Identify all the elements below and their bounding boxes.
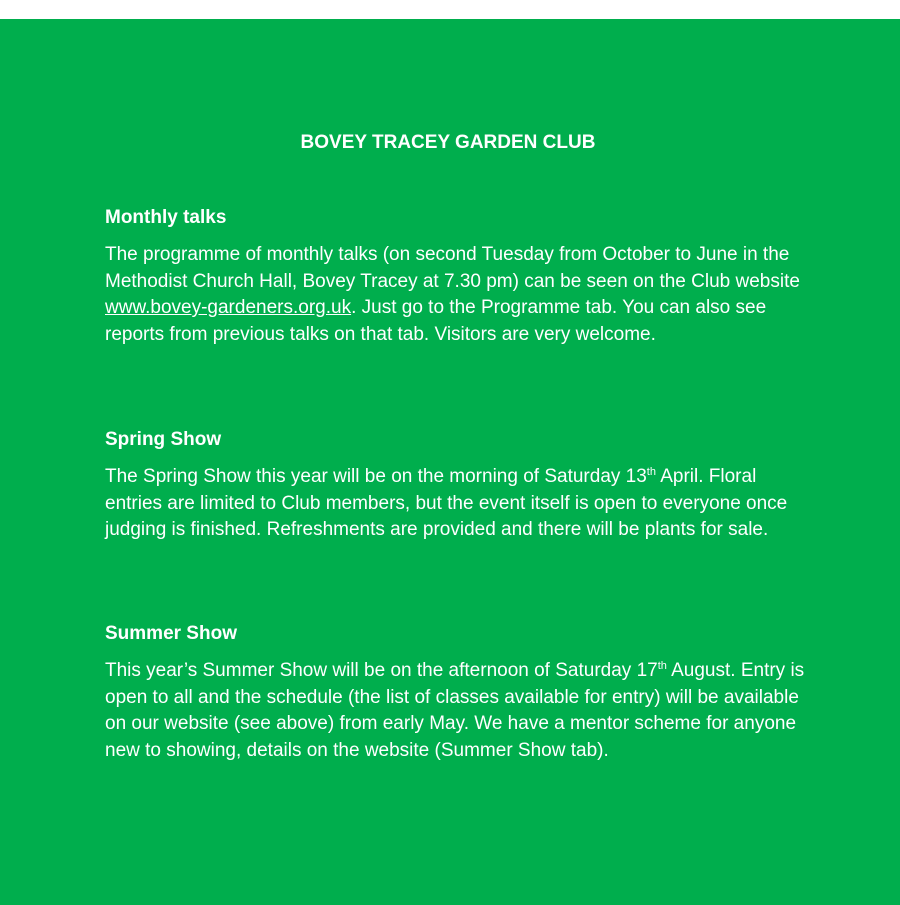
club-website-link[interactable]: www.bovey-gardeners.org.uk: [105, 297, 352, 319]
spring-show-text-end: April. Floral entries are limited to Club members, but the event itself is open to everyone once judging is finished. Refreshments are provided and there will be plants for sale.: [105, 466, 788, 541]
monthly-talks-text-end: . Just go to the Programme tab. You can also see reports from previous talks on that tab. Visitors are very welcome.: [105, 297, 767, 345]
summer-show-heading: Summer Show: [105, 623, 237, 644]
spring-show-text: [105, 464, 805, 544]
summer-show-section: [105, 623, 805, 764]
monthly-talks-text: [105, 242, 805, 348]
summer-show-text: [105, 658, 805, 764]
spring-show-heading: Spring Show: [105, 429, 222, 450]
summer-show-text-end: August. Entry is open to all and the schedule (the list of classes available for entry) will be available on our website (see above) from early May. We have a mentor scheme for anyone new to showing, details on the website (Summer Show tab).: [105, 660, 805, 761]
monthly-talks-heading: Monthly talks: [105, 207, 227, 228]
summer-show-date-suffix: th: [657, 660, 667, 672]
spring-show-date-suffix: th: [646, 466, 656, 478]
page-title: BOVEY TRACEY GARDEN CLUB: [300, 132, 596, 153]
spring-show-text-start: The Spring Show this year will be on the morning of Saturday 13: [105, 466, 647, 487]
monthly-talks-section: [105, 207, 805, 348]
monthly-talks-text-start: The programme of monthly talks (on second Tuesday from October to June in the Methodist Church Hall, Bovey Tracey at 7.30 pm) can be seen on the Club website: [105, 244, 800, 292]
spring-show-section: [105, 429, 805, 544]
green-panel: [0, 19, 900, 905]
summer-show-text-start: This year’s Summer Show will be on the afternoon of Saturday 17: [105, 660, 658, 681]
